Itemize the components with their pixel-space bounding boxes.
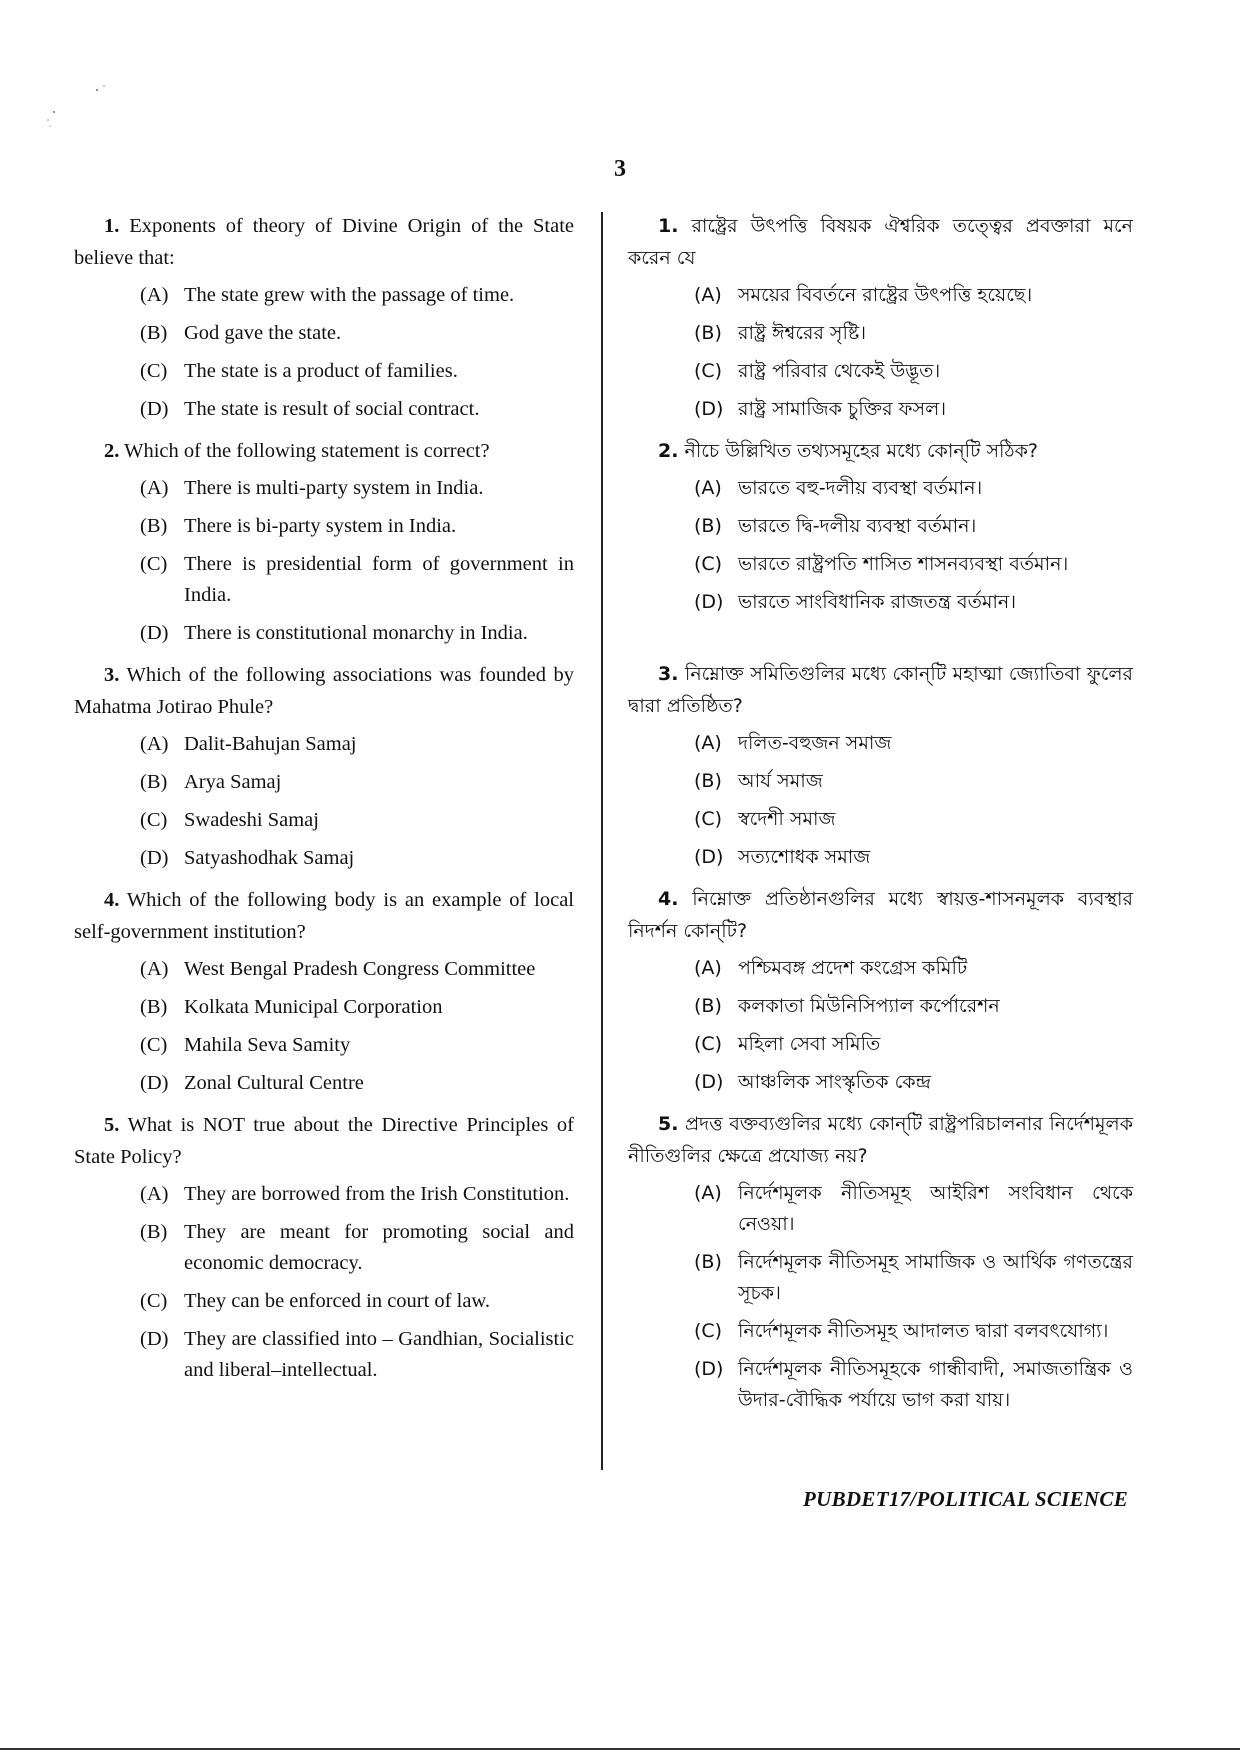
question-stem: What is NOT true about the Directive Principles of State Policy?: [74, 1114, 574, 1168]
option-c: (C) Swadeshi Samaj: [140, 809, 319, 831]
option-d: (D) Zonal Cultural Centre: [140, 1072, 364, 1094]
option-d: (D) রাষ্ট্র সামাজিক চুক্তির ফসল।: [694, 398, 947, 420]
options-list: [628, 953, 1133, 1098]
option-b: (B) God gave the state.: [140, 322, 342, 344]
option-d: (D) The state is result of social contract.: [140, 398, 480, 420]
option-c: (C) মহিলা সেবা সমিতি: [694, 1033, 881, 1055]
option-d: (D) Satyashodhak Samaj: [140, 847, 355, 869]
option-d: (D) সত্যশোধক সমাজ: [694, 846, 871, 868]
question-4-en: [74, 884, 574, 1099]
option-c: (C) ভারতে রাষ্ট্রপতি শাসিত শাসনব্যবস্থা বর্তমান।: [694, 553, 1069, 575]
question-stem: প্রদত্ত বক্তব্যগুলির মধ্যে কোন্‌টি রাষ্ট্রপরিচালনার নির্দেশমূলক নীতিগুলির ক্ষেত্রে প্রযোজ্য নয়?: [628, 1113, 1133, 1167]
option-b: (B) Kolkata Municipal Corporation: [140, 996, 443, 1018]
question-number: 1.: [104, 215, 120, 237]
question-2-en: [74, 435, 574, 649]
question-number: 3.: [104, 664, 120, 686]
question-stem: Exponents of theory of Divine Origin of the State believe that:: [74, 215, 575, 269]
question-number: 4.: [658, 888, 679, 910]
column-divider: [601, 212, 603, 1470]
option-d: (D) ভারতে সাংবিধানিক রাজতন্ত্র বর্তমান।: [694, 591, 1017, 613]
paper-code: PUBDET17/POLITICAL SCIENCE: [803, 1487, 1128, 1511]
option-c: (C) They can be enforced in court of law.: [140, 1290, 491, 1312]
option-a: (A) The state grew with the passage of time.: [140, 284, 515, 306]
bottom-rule: [0, 1748, 1240, 1750]
option-b: (B) আর্য সমাজ: [694, 770, 823, 792]
options-list: [74, 280, 574, 425]
option-c: (C) Mahila Seva Samity: [140, 1034, 351, 1056]
question-stem: রাষ্ট্রের উৎপত্তি বিষয়ক ঐশ্বরিক তত্ত্বের প্রবক্তারা মনে করেন যে: [628, 215, 1134, 269]
option-c: (C) There is presidential form of government in India.: [140, 553, 574, 606]
question-4-bn: [628, 883, 1133, 1098]
question-stem: Which of the following statement is correct?: [124, 440, 490, 462]
option-b: (B) They are meant for promoting social and economic democracy.: [140, 1221, 574, 1274]
scan-specks: [42, 82, 122, 142]
option-a: (A) দলিত-বহুজন সমাজ: [694, 732, 892, 754]
options-list: [74, 729, 574, 874]
question-number: 5.: [104, 1114, 120, 1136]
options-list: [628, 473, 1133, 618]
option-b: (B) নির্দেশমূলক নীতিসমূহ সামাজিক ও আর্থিক গণতন্ত্রের সূচক।: [694, 1251, 1133, 1304]
option-a: (A) There is multi-party system in India.: [140, 477, 484, 499]
option-a: (A) সময়ের বিবর্তনে রাষ্ট্রের উৎপত্তি হয়েছে।: [694, 284, 1033, 306]
option-a: (A) West Bengal Pradesh Congress Committee: [140, 958, 536, 980]
question-3-bn: [628, 658, 1133, 873]
option-b: (B) রাষ্ট্র ঈশ্বরের সৃষ্টি।: [694, 322, 867, 344]
options-list: [628, 728, 1133, 873]
options-list: [74, 473, 574, 649]
options-list: [74, 1179, 574, 1386]
question-number: 2.: [104, 440, 120, 462]
page-number: 3: [614, 156, 626, 182]
option-d: (D) They are classified into – Gandhian, Socialistic and liberal–intellectual.: [140, 1328, 574, 1381]
question-stem: নিম্নোক্ত সমিতিগুলির মধ্যে কোন্‌টি মহাত্মা জ্যোতিবা ফুলের দ্বারা প্রতিষ্ঠিত?: [628, 663, 1133, 717]
question-3-en: [74, 659, 574, 874]
option-b: (B) ভারতে দ্বি-দলীয় ব্যবস্থা বর্তমান।: [694, 515, 977, 537]
question-5-bn: [628, 1108, 1133, 1416]
option-b: (B) কলকাতা মিউনিসিপ্যাল কর্পোরেশন: [694, 995, 1000, 1017]
option-c: (C) নির্দেশমূলক নীতিসমূহ আদালত দ্বারা বলবৎযোগ্য।: [694, 1320, 1109, 1342]
option-d: (D) আঞ্চলিক সাংস্কৃতিক কেন্দ্র: [694, 1071, 932, 1093]
bengali-column: [628, 210, 1133, 1423]
question-1-en: [74, 210, 574, 425]
option-a: (A) They are borrowed from the Irish Constitution.: [140, 1183, 570, 1205]
options-list: [628, 1178, 1133, 1416]
option-a: (A) ভারতে বহু-দলীয় ব্যবস্থা বর্তমান।: [694, 477, 983, 499]
question-stem: নিম্নোক্ত প্রতিষ্ঠানগুলির মধ্যে স্বায়ত্ত-শাসনমূলক ব্যবস্থার নিদর্শন কোন্‌টি?: [628, 888, 1133, 942]
option-c: (C) রাষ্ট্র পরিবার থেকেই উদ্ভূত।: [694, 360, 941, 382]
question-1-bn: [628, 210, 1133, 425]
option-c: (C) স্বদেশী সমাজ: [694, 808, 836, 830]
question-2-bn: [628, 435, 1133, 618]
options-list: [628, 280, 1133, 425]
question-stem: Which of the following body is an example of local self-government institution?: [74, 889, 574, 943]
option-b: (B) Arya Samaj: [140, 771, 282, 793]
options-list: [74, 954, 574, 1099]
question-stem: Which of the following associations was founded by Mahatma Jotirao Phule?: [74, 664, 574, 718]
question-5-en: [74, 1109, 574, 1386]
option-a: (A) পশ্চিমবঙ্গ প্রদেশ কংগ্রেস কমিটি: [694, 957, 968, 979]
question-number: 1.: [658, 215, 679, 237]
option-a: (A) Dalit-Bahujan Samaj: [140, 733, 357, 755]
option-a: (A) নির্দেশমূলক নীতিসমূহ আইরিশ সংবিধান থেকে নেওয়া।: [694, 1182, 1133, 1235]
question-number: 5.: [658, 1113, 679, 1135]
question-number: 2.: [658, 440, 679, 462]
question-stem: নীচে উল্লিখিত তথ্যসমূহের মধ্যে কোন্‌টি সঠিক?: [684, 440, 1039, 462]
option-d: (D) There is constitutional monarchy in India.: [140, 622, 528, 644]
option-c: (C) The state is a product of families.: [140, 360, 458, 382]
option-d: (D) নির্দেশমূলক নীতিসমূহকে গান্ধীবাদী, সমাজতান্ত্রিক ও উদার-বৌদ্ধিক পর্যায়ে ভাগ করা যায়।: [694, 1358, 1133, 1411]
option-b: (B) There is bi-party system in India.: [140, 515, 457, 537]
question-number: 3.: [658, 663, 679, 685]
question-number: 4.: [104, 889, 120, 911]
english-column: [74, 210, 574, 1393]
